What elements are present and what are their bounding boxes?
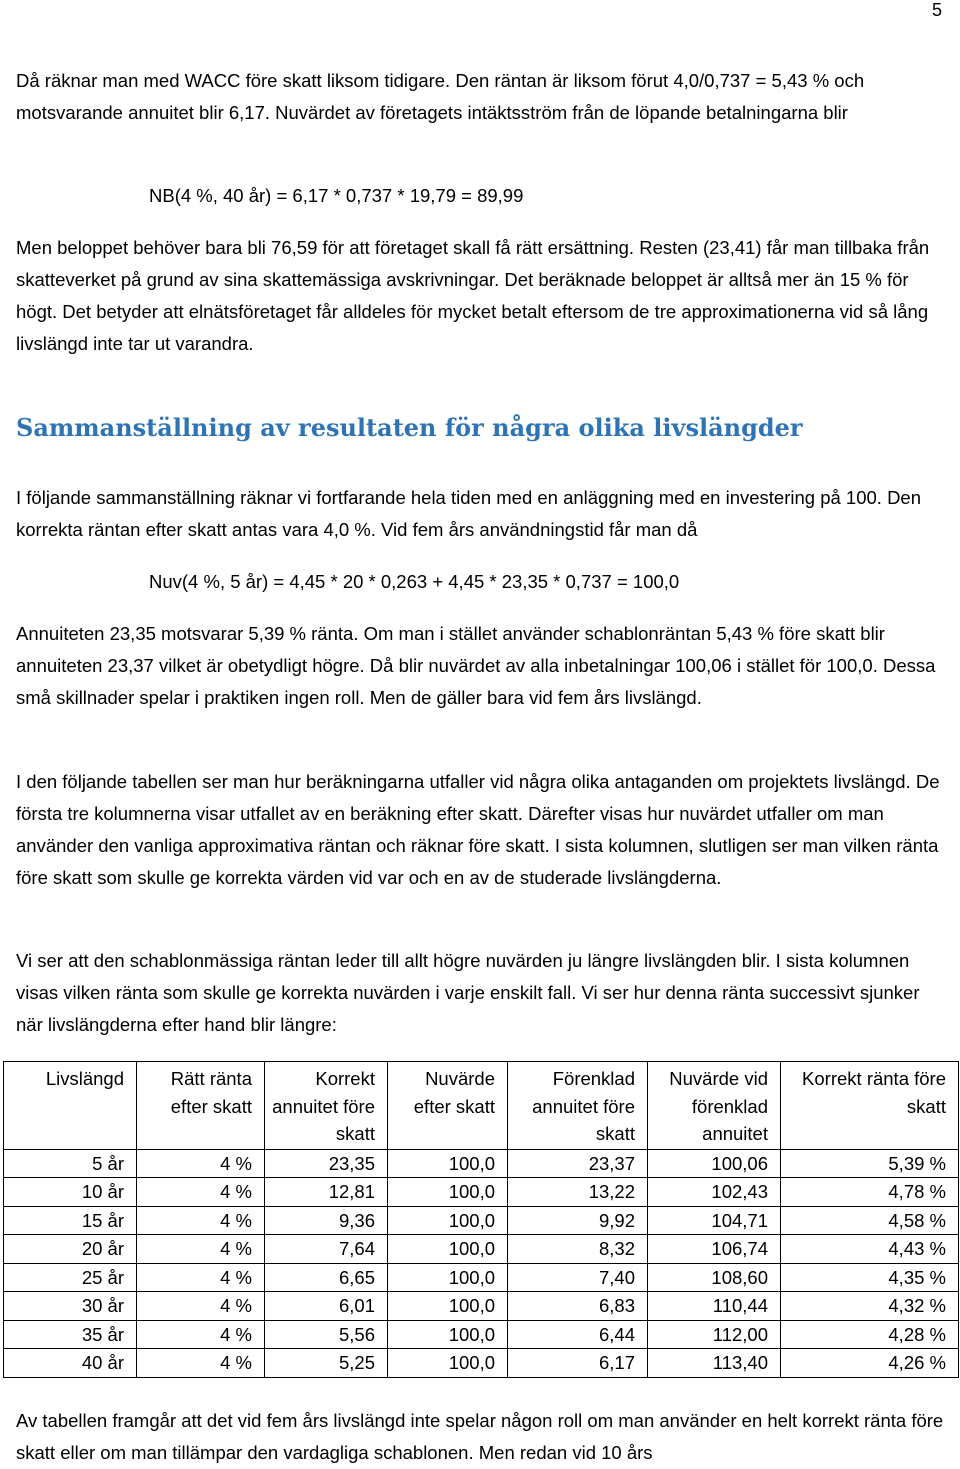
page-number: 5 (932, 0, 943, 20)
table-cell: 113,40 (648, 1349, 781, 1378)
column-header-livslangd: Livslängd (4, 1062, 137, 1150)
paragraph-annuity-comparison: Annuiteten 23,35 motsvarar 5,39 % ränta. Om man i stället använder schablonräntan 5,43 % före skatt blir annuiteten 23,37 vilket är obetydligt högre. Då blir nuvärdet av alla inbetalningar 100,06 i stället för 100,0. Dessa små skillnader spelar i praktiken ingen roll. Men de gäller bara vid fem års livslängd. (16, 623, 936, 708)
results-table (3, 1061, 959, 1378)
table-cell: 20 år (4, 1235, 137, 1264)
table-cell: 5,39 % (781, 1149, 959, 1178)
table-cell: 6,17 (508, 1349, 648, 1378)
table-cell: 6,83 (508, 1292, 648, 1321)
table-cell: 100,0 (388, 1178, 508, 1207)
table-cell: 104,71 (648, 1206, 781, 1235)
table-cell: 4 % (137, 1349, 265, 1378)
table-cell: 4,78 % (781, 1178, 959, 1207)
section-heading: Sammanställning av resultaten för några olika livslängder (16, 413, 803, 442)
table-cell: 112,00 (648, 1320, 781, 1349)
table-cell: 102,43 (648, 1178, 781, 1207)
paragraph-table-conclusion: Av tabellen framgår att det vid fem års livslängd inte spelar någon roll om man använder en helt korrekt ränta före skatt eller om man tillämpar den vardagliga schablonen. Men redan vid 10 års (16, 1410, 944, 1463)
table-cell: 6,65 (265, 1263, 388, 1292)
column-header-ratt-ranta: Rätt ränta efter skatt (137, 1062, 265, 1150)
table-cell: 35 år (4, 1320, 137, 1349)
formula-nuv-5-years: Nuv(4 %, 5 år) = 4,45 * 20 * 0,263 + 4,45 * 23,35 * 0,737 = 100,0 (149, 571, 680, 592)
table-cell: 9,36 (265, 1206, 388, 1235)
table-row (4, 1235, 959, 1264)
paragraph-schablon-conclusion: Vi ser att den schablonmässiga räntan leder till allt högre nuvärden ju längre livslängden blir. I sista kolumnen visas vilken ränta som skulle ge korrekta nuvärden i varje enskilt fall. Vi ser hur denna ränta successivt sjunker när livslängderna efter hand blir längre: (16, 950, 920, 1035)
column-header-nuvarde-efter-skatt: Nuvärde efter skatt (388, 1062, 508, 1150)
table-cell: 8,32 (508, 1235, 648, 1264)
table-cell: 6,44 (508, 1320, 648, 1349)
table-row (4, 1149, 959, 1178)
paragraph-tax-refund: Men beloppet behöver bara bli 76,59 för att företaget skall få rätt ersättning. Resten (23,41) får man tillbaka från skatteverket på grund av sina skattemässiga avskrivningar. Det beräknade beloppet är alltså mer än 15 % för högt. Det betyder att elnätsföretaget får alldeles för mycket betalt eftersom de tre approximationerna vid så lång livslängd inte tar ut varandra. (16, 237, 930, 354)
table-row (4, 1178, 959, 1207)
table-cell: 12,81 (265, 1178, 388, 1207)
column-header-forenklad-annuitet: Förenklad annuitet före skatt (508, 1062, 648, 1150)
table-cell: 110,44 (648, 1292, 781, 1321)
table-cell: 4 % (137, 1263, 265, 1292)
table-cell: 100,0 (388, 1263, 508, 1292)
table-cell: 9,92 (508, 1206, 648, 1235)
table-cell: 4,26 % (781, 1349, 959, 1378)
formula-nb-40-years: NB(4 %, 40 år) = 6,17 * 0,737 * 19,79 = 89,99 (149, 185, 524, 206)
table-cell: 4,35 % (781, 1263, 959, 1292)
column-header-korrekt-ranta: Korrekt ränta före skatt (781, 1062, 959, 1150)
table-cell: 23,37 (508, 1149, 648, 1178)
results-table-body (4, 1149, 959, 1377)
table-cell: 4 % (137, 1292, 265, 1321)
table-cell: 10 år (4, 1178, 137, 1207)
table-cell: 4 % (137, 1206, 265, 1235)
table-cell: 4 % (137, 1320, 265, 1349)
table-cell: 4 % (137, 1178, 265, 1207)
table-row (4, 1206, 959, 1235)
table-cell: 100,0 (388, 1206, 508, 1235)
table-cell: 5 år (4, 1149, 137, 1178)
table-cell: 100,0 (388, 1349, 508, 1378)
table-cell: 4,58 % (781, 1206, 959, 1235)
table-cell: 4,28 % (781, 1320, 959, 1349)
table-cell: 100,0 (388, 1235, 508, 1264)
table-cell: 5,25 (265, 1349, 388, 1378)
table-cell: 5,56 (265, 1320, 388, 1349)
table-cell: 4 % (137, 1235, 265, 1264)
table-cell: 7,64 (265, 1235, 388, 1264)
column-header-nuvarde-forenklad: Nuvärde vid förenklad annuitet (648, 1062, 781, 1150)
table-cell: 100,06 (648, 1149, 781, 1178)
table-cell: 15 år (4, 1206, 137, 1235)
table-cell: 13,22 (508, 1178, 648, 1207)
table-cell: 4,43 % (781, 1235, 959, 1264)
table-cell: 108,60 (648, 1263, 781, 1292)
table-row (4, 1320, 959, 1349)
table-cell: 23,35 (265, 1149, 388, 1178)
table-cell: 25 år (4, 1263, 137, 1292)
table-cell: 4 % (137, 1149, 265, 1178)
paragraph-wacc-intro: Då räknar man med WACC före skatt liksom tidigare. Den räntan är liksom förut 4,0/0,737 = 5,43 % och motsvarande annuitet blir 6,17. Nuvärdet av företagets intäktsström från de löpande betalningarna blir (16, 70, 865, 123)
table-header-row (4, 1062, 959, 1150)
table-cell: 100,0 (388, 1320, 508, 1349)
table-row (4, 1349, 959, 1378)
paragraph-table-explanation: I den följande tabellen ser man hur beräkningarna utfaller vid några olika antaganden om projektets livslängd. De första tre kolumnerna visar utfallet av en beräkning efter skatt. Därefter visas hur nuvärdet utfaller om man använder den vanliga approximativa räntan och räknar före skatt. I sista kolumnen, slutligen ser man vilken ränta före skatt som skulle ge korrekta värden vid var och en av de studerade livslängderna. (16, 771, 940, 888)
table-cell: 40 år (4, 1349, 137, 1378)
table-cell: 106,74 (648, 1235, 781, 1264)
table-cell: 4,32 % (781, 1292, 959, 1321)
table-row (4, 1263, 959, 1292)
table-cell: 6,01 (265, 1292, 388, 1321)
results-table-header (4, 1062, 959, 1150)
table-cell: 100,0 (388, 1292, 508, 1321)
table-cell: 100,0 (388, 1149, 508, 1178)
table-cell: 30 år (4, 1292, 137, 1321)
table-cell: 7,40 (508, 1263, 648, 1292)
table-row (4, 1292, 959, 1321)
column-header-korrekt-annuitet: Korrekt annuitet före skatt (265, 1062, 388, 1150)
paragraph-summary-intro: I följande sammanställning räknar vi fortfarande hela tiden med en anläggning med en investering på 100. Den korrekta räntan efter skatt antas vara 4,0 %. Vid fem års användningstid får man då (16, 487, 922, 540)
